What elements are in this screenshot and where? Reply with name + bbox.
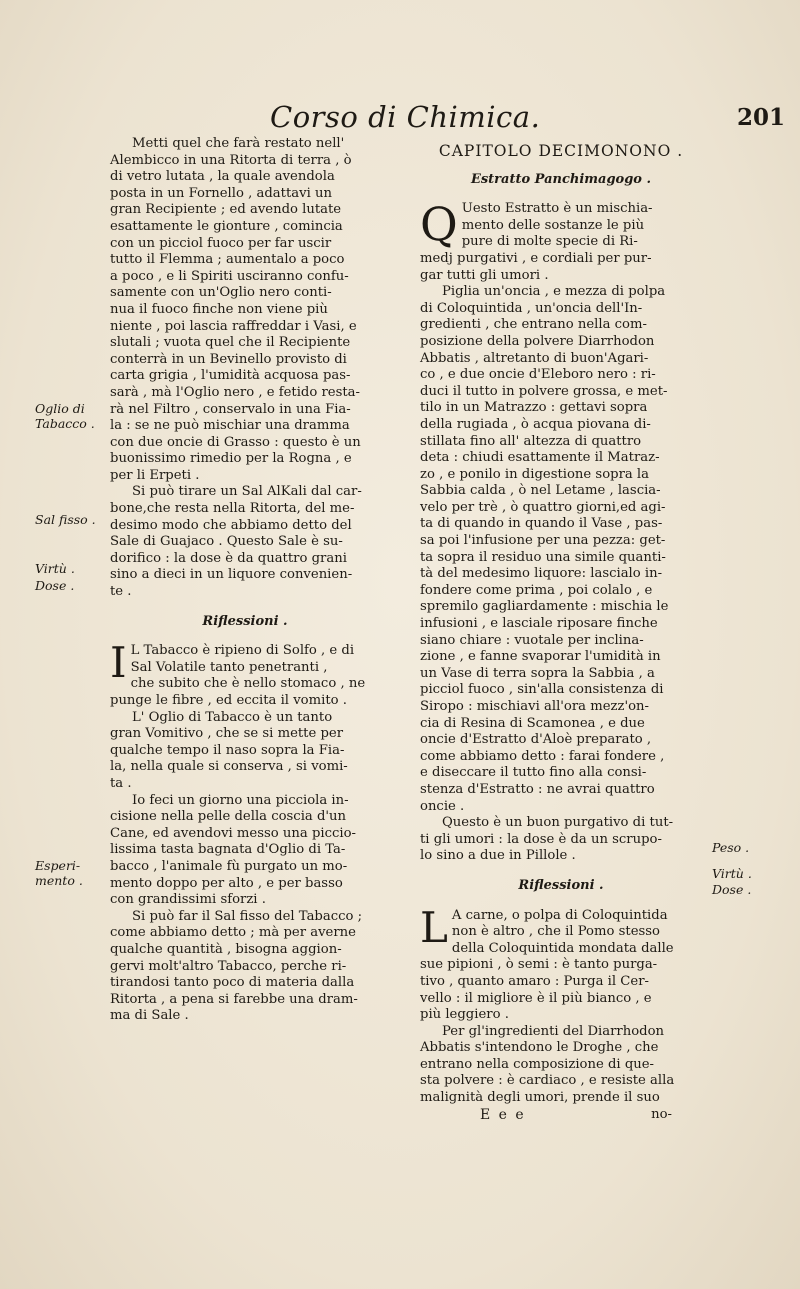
signature-mark: E e e [480, 1106, 526, 1123]
chapter-subtitle: Estratto Panchimagogo . [470, 171, 652, 187]
right-dropcap-paragraph-2 [420, 908, 702, 1024]
left-dropcap-paragraph [110, 643, 380, 709]
margin-note-esperimento: Esperi- mento . [35, 858, 83, 888]
margin-note-salfisso: Sal fisso . [35, 512, 96, 527]
right-dropcap-paragraph [420, 201, 702, 284]
page-number: 201 [737, 104, 786, 131]
margin-note-dose: Dose . [35, 578, 75, 593]
left-paragraph-1: Metti quel che farà restato nell' Alembicco in una Ritorta di terra , ò di vetro lutata , la quale avendola posta in un Fornello , adattavi un gran Recipiente ; ed avendo lutate esattamente le gionture , comincia con un picciol fuoco per far uscir tutto il Flemma ; aumentalo a poco a poco , e li Spiriti usciranno confu- samente con un'Oglio nero conti- nua il fuoco finche non viene più niente , poi lascia raffreddar i Vasi, e slutali ; vuota quel che il Recipiente conterrà in un Bevinello provisto di carta grigia , l'umidità acquosa pas- sarà , mà l'Oglio nero , e fetido resta- rà nel Filtro , conservalo in una Fia- la : se ne può mischiar una dramma con due oncie di Grasso : questo è un buonissimo rimedio per la Rogna , e per li Erpeti . [110, 136, 361, 483]
left-paragraph-5: Io feci un giorno una picciola in- cisione nella pelle della coscia d'un Cane, ed avendovi messo una piccio- lissima tasta bagnata d'Oglio di Ta- bacco , l'animale fù purgato un mo- mento doppo per alto , e per basso con grandissimi sforzi . [110, 792, 356, 908]
right-dropcap: Q [420, 201, 458, 252]
left-column [110, 136, 380, 1025]
margin-note-dose-right: Dose . [712, 882, 752, 897]
left-paragraph-2: Si può tirare un Sal AlKali dal car- bone,che resta nella Ritorta, del me- desimo modo che abbiamo detto del Sale di Guajaco . Questo Sale è su- dorifico : la dose è da quattro grani sino a dieci in un liquore convenien- te . [110, 484, 362, 600]
margin-note-virtu: Virtù . [35, 561, 75, 576]
right-paragraph-1: Uesto Estratto è un mischia- mento delle sostanze le più pure di molte specie di Ri- medj purgativi , e cordiali per pur- gar tutti gli umori . [420, 201, 653, 283]
margin-note-peso: Peso . [712, 840, 750, 855]
right-dropcap-2: L [420, 907, 448, 952]
left-dropcap: I [110, 643, 127, 688]
page-footer [420, 1107, 702, 1125]
catchword: no- [651, 1106, 672, 1122]
left-section-heading: Riflessioni . [202, 613, 288, 629]
right-column [420, 143, 702, 1125]
chapter-title: CAPITOLO DECIMONONO . [438, 142, 684, 160]
right-paragraph-4: A carne, o polpa di Coloquintida non è altro , che il Pomo stesso della Coloquintida mondata dalle sue pipioni , ò semi : è tanto purga- tivo , quanto amaro : Purga il Cer- vello : il migliore è il più bianco , e più leggiero . [420, 907, 674, 1023]
left-paragraph-6: Si può far il Sal fisso del Tabacco ; come abbiamo detto ; mà per averne qualche quantità , bisogna aggion- gervi molt'altro Tabacco, perche ri- tirandosi tanto poco di materia dalla Ritorta , a pena si farebbe una dram- ma di Sale . [110, 908, 363, 1024]
left-paragraph-4: L' Oglio di Tabacco è un tanto gran Vomitivo , che se si mette per qualche tempo il naso sopra la Fia- la, nella quale si conserva , si vomi- ta . [110, 709, 348, 791]
left-paragraph-3: L Tabacco è ripieno di Solfo , e di Sal Volatile tanto penetranti , che subito che è nello stomaco , ne punge le fibre , ed eccita il vomito . [110, 643, 366, 708]
margin-note-oglio: Oglio di Tabacco . [35, 401, 95, 431]
margin-note-virtu-right: Virtù . [712, 866, 752, 881]
right-section-heading: Riflessioni . [518, 877, 604, 893]
right-paragraph-5: Per gl'ingredienti del Diarrhodon Abbatis s'intendono le Droghe , che entrano nella composizione di que- sta polvere : è cardiaco , e resiste alla malignità degli umori, prende il suo [420, 1023, 675, 1106]
right-paragraph-2: Piglia un'oncia , e mezza di polpa di Coloquintida , un'oncia dell'In- gredienti , che entrano nella com- posizione della polvere Diarrhodon Abbatis , altretanto di buon'Agari- co , e due oncie d'Eleboro nero : ri- duci il tutto in polvere grossa, e met- tilo in un Matrazzo : gettavi sopra della rugiada , ò acqua piovana di- stillata fino all' altezza di quattro deta : chiudi esattamente il Matraz- zo , e ponilo in digestione sopra la Sabbia calda , ò nel Letame , lascia- velo per trè , ò quattro giorni,ed agi- ta di quando in quando il Vase , pas- sa poi l'infusione per una pezza: get- ta sopra il residuo una simile quanti- tà del medesimo liquore: lascialo in- fondere come prima , poi colalo , e spremilo gagliardamente : mischia le infusioni , e lasciale riposare finche siano chiare : vuotale per inclina- zione , e fanne svaporar l'umidità in un Vase di terra sopra la Sabbia , a picciol fuoco , sin'alla consistenza di Siropo : mischiavi all'ora mezz'on- cia di Resina di Scamonea , e due oncie d'Estratto d'Aloè preparato , come abbiamo detto : farai fondere , e diseccare il tutto fino alla consi- stenza d'Estratto : ne avrai quattro oncie . [420, 284, 669, 814]
right-paragraph-3: Questo è un buon purgativo di tut- ti gli umori : la dose è da un scrupo- lo sino a due in Pillole . [420, 815, 674, 864]
running-title: Corso di Chimica. [270, 100, 541, 134]
